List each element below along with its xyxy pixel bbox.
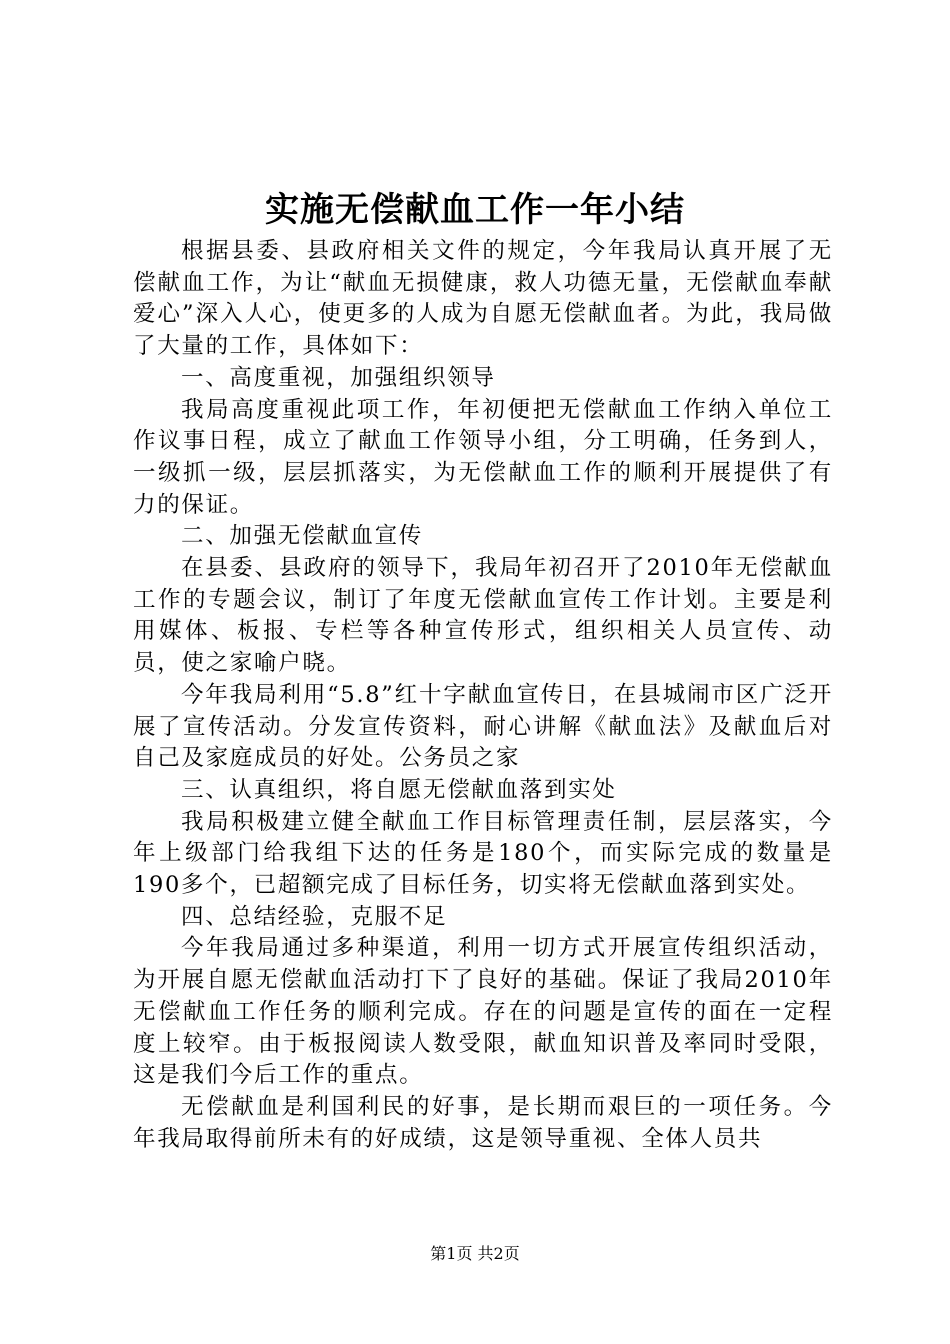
paragraph-section-3: 我局积极建立健全献血工作目标管理责任制，层层落实，今年上级部门给我组下达的任务是180个，而实际完成的数量是190多个，已超额完成了目标任务，切实将无偿献血落到实处。 <box>133 808 833 899</box>
section-heading-2: 二、加强无偿献血宣传 <box>181 523 424 550</box>
paragraph-section-4: 今年我局通过多种渠道，利用一切方式开展宣传组织活动，为开展自愿无偿献血活动打下了良好的基础。保证了我局2010年无偿献血工作任务的顺利完成。存在的问题是宣传的面在一定程度上较窄。由于板报阅读人数受限，献血知识普及率同时受限，这是我们今后工作的重点。 <box>133 935 833 1089</box>
section-heading-4: 四、总结经验，克服不足 <box>181 903 448 930</box>
paragraph-intro: 根据县委、县政府相关文件的规定，今年我局认真开展了无偿献血工作，为让“献血无损健康，救人功德无量，无偿献血奉献爱心”深入人心，使更多的人成为自愿无偿献血者。为此，我局做了大量的工作，具体如下： <box>133 238 833 360</box>
page-footer: 第1页 共2页 <box>430 1244 520 1263</box>
paragraph-conclusion: 无偿献血是利国利民的好事，是长期而艰巨的一项任务。今年我局取得前所未有的好成绩，这是领导重视、全体人员共 <box>133 1093 833 1152</box>
paragraph-section-2b: 今年我局利用“5.8”红十字献血宣传日，在县城闹市区广泛开展了宣传活动。分发宣传资料，耐心讲解《献血法》及献血后对自己及家庭成员的好处。公务员之家 <box>133 681 833 772</box>
section-heading-1: 一、高度重视，加强组织领导 <box>181 364 496 391</box>
document-body <box>133 236 833 1155</box>
paragraph-section-1: 我局高度重视此项工作，年初便把无偿献血工作纳入单位工作议事日程，成立了献血工作领导小组，分工明确，任务到人，一级抓一级，层层抓落实，为无偿献血工作的顺利开展提供了有力的保证。 <box>133 396 833 518</box>
paragraph-section-2a: 在县委、县政府的领导下，我局年初召开了2010年无偿献血工作的专题会议，制订了年度无偿献血宣传工作计划。主要是利用媒体、板报、专栏等各种宣传形式，组织相关人员宣传、动员，使之家喻户晓。 <box>133 555 833 677</box>
section-heading-3: 三、认真组织，将自愿无偿献血落到实处 <box>181 776 617 803</box>
document-title: 实施无偿献血工作一年小结 <box>265 190 685 230</box>
